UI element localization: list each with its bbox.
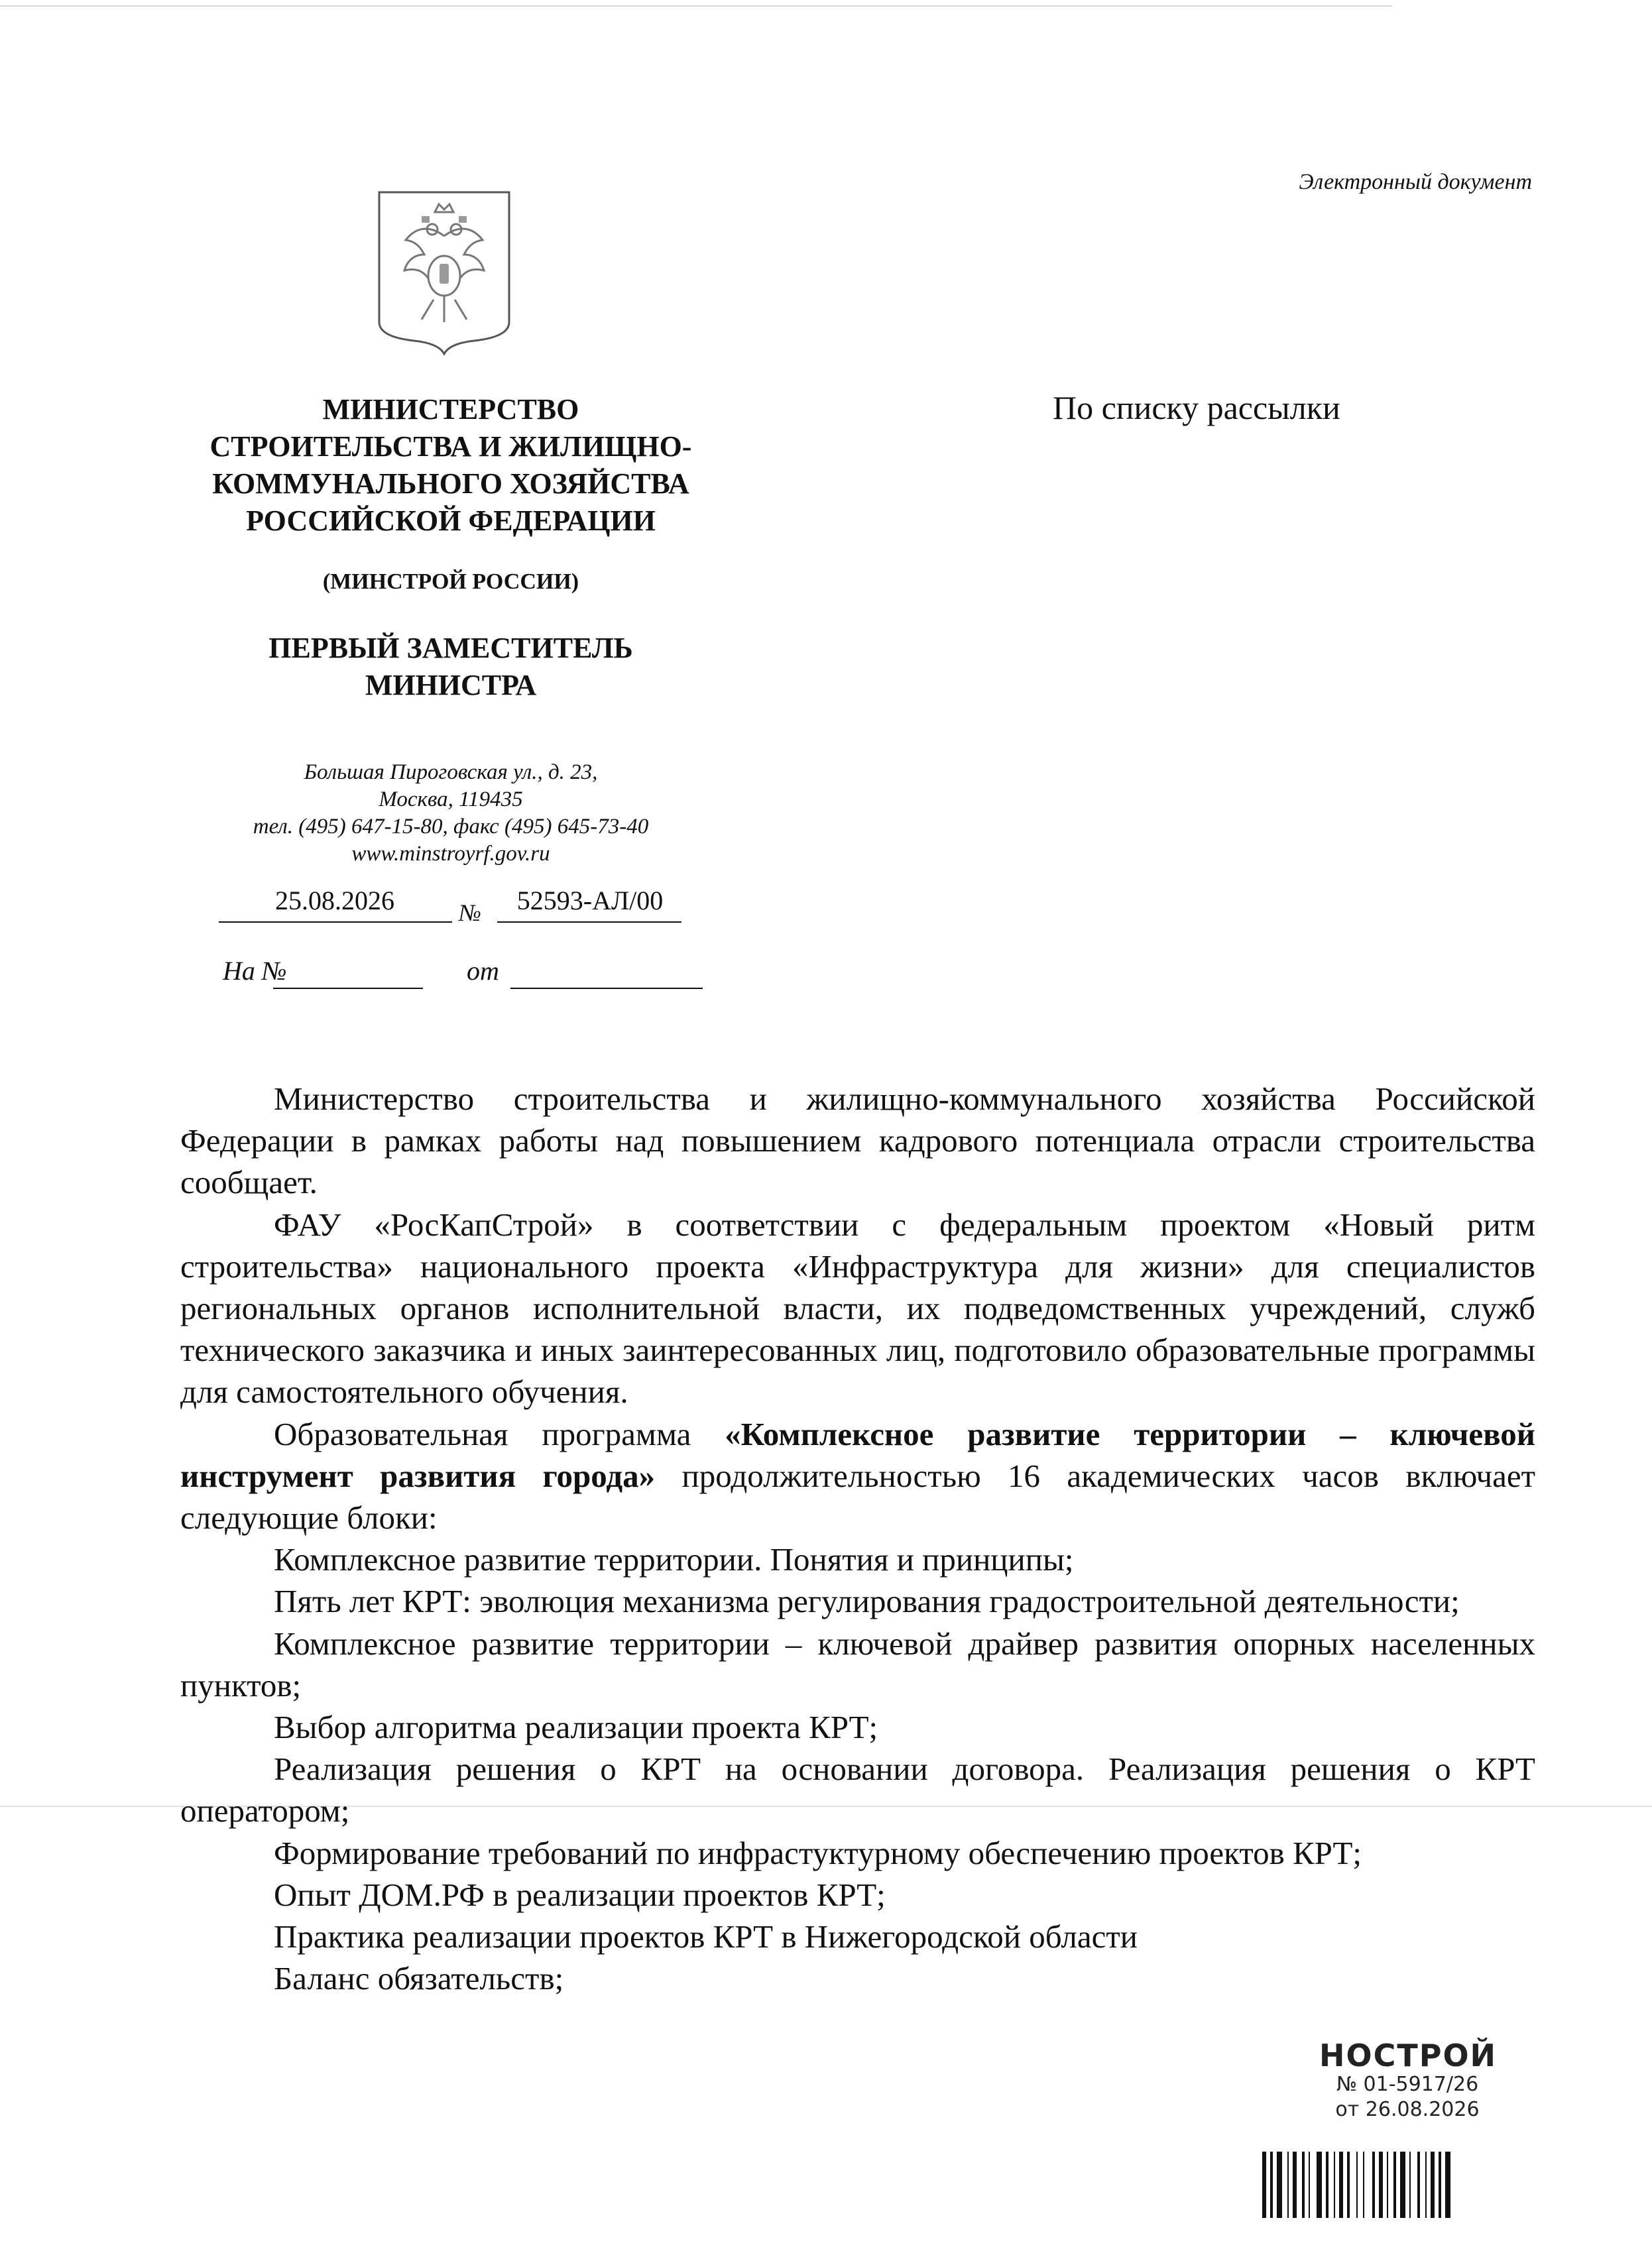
sender-position [174,630,728,704]
stamp-reg-number: № 01-5917/26 [1336,2073,1479,2096]
electronic-document-label: Электронный документ [1299,170,1532,194]
reply-number-label: На № [223,956,287,986]
program-block: Практика реализации проектов КРТ в Нижегородской области [274,1918,1138,1955]
address-line: Большая Пироговская ул., д. 23, [304,760,598,784]
reply-from-underline [510,988,703,989]
body-paragraph: Министерство строительства и жилищно-коммунального хозяйства Российской Федерации в рамках работы над повышением кадрового потенциала отрасли строительства сообщает. [180,1080,1535,1201]
program-block: Реализация решения о КРТ на основании договора. Реализация решения о КРТ оператором; [180,1751,1535,1829]
coat-of-arms-emblem [375,190,513,355]
registration-number: 52593-АЛ/00 [516,886,664,915]
program-block: Формирование требований по инфрастуктурному обеспечению проектов КРТ; [274,1834,1362,1871]
program-block: Выбор алгоритма реализации проекта КРТ; [274,1709,878,1746]
reply-from-label: от [467,956,499,986]
page-top-edge [0,5,1392,7]
program-block: Опыт ДОМ.РФ в реализации проектов КРТ; [274,1876,886,1913]
program-block: Комплексное развитие территории – ключевой драйвер развития опорных населенных пунктов; [180,1625,1535,1704]
position-line: ПЕРВЫЙ ЗАМЕСТИТЕЛЬ [268,632,633,664]
registration-date: 25.08.2026 [275,886,394,915]
reply-reference-line [223,956,700,989]
ministry-name-line: РОССИЙСКОЙ ФЕДЕРАЦИИ [246,504,656,537]
ministry-name-line: МИНИСТЕРСТВО [322,393,579,426]
program-block: Комплексное развитие территории. Понятия и принципы; [274,1541,1074,1578]
number-sign: № [459,899,481,926]
number-underline [497,921,681,923]
barcode [1260,2152,1541,2218]
date-underline [219,921,452,923]
registration-line [219,886,683,926]
program-block: Баланс обязательств; [274,1960,564,1997]
stamp-reg-date: от 26.08.2026 [1335,2098,1480,2121]
ministry-name-line: СТРОИТЕЛЬСТВА И ЖИЛИЩНО- [209,430,692,463]
position-line: МИНИСТРА [365,669,537,701]
address-line: www.minstroyrf.gov.ru [351,842,550,866]
address-line: тел. (495) 647-15-80, факс (495) 645-73-40 [253,815,649,839]
body-paragraph: ФАУ «РосКапСтрой» в соответствии с федеральным проектом «Новый ритм строительства» национального проекта «Инфраструктура для жизни» для специалистов региональных органов исполнительной власти, их подведомственных учреждений, служб технического заказчика и иных заинтересованных лиц, подготовило образовательные программы для самостоятельного обучения. [180,1206,1535,1411]
recipient: По списку рассылки [1053,389,1340,426]
program-block: Пять лет КРТ: эволюция механизма регулирования градостроительной деятельности; [274,1583,1460,1620]
program-title: «Комплексное развитие территории – ключевой инструмент развития города» [180,1415,1536,1494]
ministry-name [174,391,728,540]
reply-number-underline [273,988,423,989]
address-line: Москва, 119435 [379,787,523,811]
letter-body [180,1078,1535,1999]
ministry-address [174,759,728,868]
incoming-registration-stamp [1319,2039,1496,2122]
stamp-organization: НОСТРОЙ [1319,2038,1498,2073]
program-intro: Образовательная программа [274,1415,691,1452]
ministry-short-name: (МИНСТРОЙ РОССИИ) [322,569,579,594]
program-rest: продолжительностью 16 академических часов включает следующие блоки: [180,1457,1536,1537]
ministry-name-line: КОММУНАЛЬНОГО ХОЗЯЙСТВА [212,467,689,500]
program-paragraph [180,1413,1535,1539]
